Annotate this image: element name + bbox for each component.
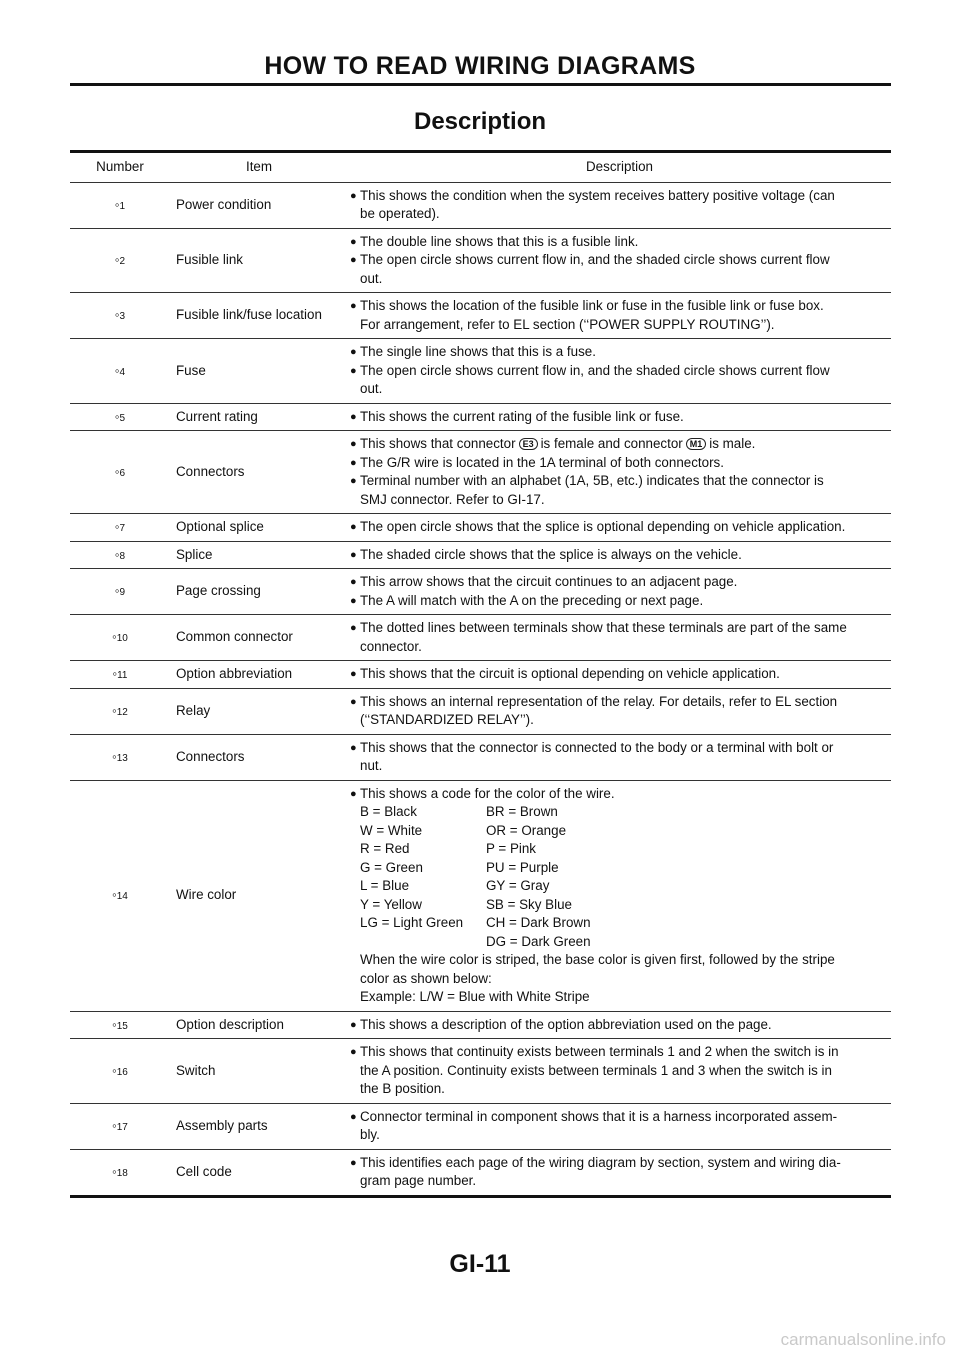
color-code: L = Blue xyxy=(360,878,410,893)
connector-description xyxy=(360,435,755,454)
row-item-cell: Connectors xyxy=(176,748,245,764)
row-description-cell xyxy=(348,1150,891,1195)
bullet-line xyxy=(350,665,883,684)
row-description-cell xyxy=(348,293,891,338)
description-text: the A position. Continuity exists between terminals 1 and 3 when the switch is in xyxy=(360,1062,832,1078)
bullet-line xyxy=(350,408,883,427)
row-item-cell: Wire color xyxy=(176,887,237,903)
color-code: G = Green xyxy=(360,859,423,875)
row-number-cell xyxy=(70,404,170,431)
row-description-cell xyxy=(348,781,891,1011)
reference-number-glyph: ◦ xyxy=(114,252,120,267)
reference-number-glyph: ◦ xyxy=(112,887,117,903)
reference-number-icon xyxy=(115,196,125,215)
description-text: SMJ connector. Refer to GI-17. xyxy=(360,491,545,507)
row-description-cell xyxy=(348,229,891,293)
description-text: For arrangement, refer to EL section (‘‘POWER SUPPLY ROUTING’’). xyxy=(360,316,775,332)
description-text: This shows the current rating of the fusible link or fuse. xyxy=(360,408,684,424)
description-text: is male. xyxy=(709,436,756,451)
color-code xyxy=(360,933,486,952)
description-text: This shows that the circuit is optional depending on vehicle application. xyxy=(360,666,780,681)
bullet-line xyxy=(350,454,883,473)
row-item-cell: Connectors xyxy=(176,463,245,479)
table-row xyxy=(70,615,891,661)
reference-number-icon xyxy=(112,748,128,767)
reference-number-icon xyxy=(115,582,125,601)
reference-number-icon xyxy=(112,628,128,647)
reference-number-icon xyxy=(112,702,128,721)
table-body xyxy=(70,183,891,1195)
reference-number-icon xyxy=(112,1016,128,1035)
description-text: The A will match with the A on the preceding or next page. xyxy=(360,592,704,608)
row-item-cell: Fuse xyxy=(176,362,206,378)
table-row xyxy=(70,1150,891,1195)
reference-number-icon xyxy=(115,408,125,427)
description-text: out. xyxy=(360,270,383,286)
description-text: connector. xyxy=(360,638,422,654)
connector-e3-icon: E3 xyxy=(519,438,538,450)
description-text: This shows the condition when the system receives battery positive voltage (can xyxy=(360,187,835,203)
row-number-cell xyxy=(70,1150,170,1195)
row-number-cell xyxy=(70,661,170,688)
table-row xyxy=(70,229,891,294)
reference-number-glyph: ◦ xyxy=(114,546,120,562)
bullet-line xyxy=(350,785,883,804)
description-text: Example: L/W = Blue with White Stripe xyxy=(360,989,590,1004)
bullet-icon: ● xyxy=(350,576,357,588)
bullet-line xyxy=(350,343,883,362)
reference-number-glyph: ◦ xyxy=(112,629,117,645)
row-item-cell: Cell code xyxy=(176,1163,232,1179)
bullet-line xyxy=(350,693,883,712)
reference-number: 13 xyxy=(116,752,128,764)
row-description-cell xyxy=(348,569,891,614)
row-number-cell xyxy=(70,229,170,293)
row-description-cell xyxy=(348,615,891,660)
bullet-line xyxy=(350,1043,883,1062)
color-code: P = Pink xyxy=(486,841,536,856)
watermark: carmanualsonline.info xyxy=(780,1330,946,1349)
description-text: nut. xyxy=(360,758,383,773)
column-header-number: Number xyxy=(96,159,144,174)
reference-number-glyph: ◦ xyxy=(112,1117,117,1133)
description-text: This identifies each page of the wiring diagram by section, system and wiring dia- xyxy=(360,1154,841,1170)
table-row xyxy=(70,1104,891,1150)
bullet-line xyxy=(350,1016,883,1035)
description-text: the B position. xyxy=(360,1081,445,1096)
bullet-icon: ● xyxy=(350,741,357,754)
bullet-line xyxy=(350,592,883,611)
row-description-cell xyxy=(348,661,891,688)
bullet-line xyxy=(350,251,883,270)
reference-number-glyph: ◦ xyxy=(114,408,120,424)
description-text: This shows that continuity exists between terminals 1 and 2 when the switch is in xyxy=(360,1044,839,1059)
row-item-cell: Option description xyxy=(176,1016,284,1032)
table-row xyxy=(70,781,891,1012)
column-header-description: Description xyxy=(586,159,653,174)
reference-number: 12 xyxy=(116,706,128,718)
table-row xyxy=(70,514,891,542)
reference-number: 11 xyxy=(117,670,128,681)
description-text: This shows an internal representation of the relay. For details, refer to EL section xyxy=(360,693,838,709)
description-text: This shows that connector xyxy=(360,436,516,451)
bullet-icon: ● xyxy=(350,189,357,202)
row-number-cell xyxy=(70,1039,170,1103)
row-number-cell xyxy=(70,183,170,228)
description-text: This shows a description of the option abbreviation used on the page. xyxy=(360,1016,772,1032)
description-text: The shaded circle shows that the splice is always on the vehicle. xyxy=(360,546,742,562)
reference-number: 4 xyxy=(119,366,126,378)
table-row xyxy=(70,661,891,689)
table-row xyxy=(70,339,891,404)
color-code: B = Black xyxy=(360,804,417,819)
reference-number-glyph: ◦ xyxy=(112,1163,117,1179)
table-header-row xyxy=(70,153,891,183)
row-description-cell xyxy=(348,1039,891,1103)
bullet-icon: ● xyxy=(350,1110,357,1123)
description-text: This shows a code for the color of the wire. xyxy=(360,785,615,801)
bullet-icon: ● xyxy=(350,235,357,248)
reference-number: 10 xyxy=(116,633,128,645)
row-description-cell xyxy=(348,1012,891,1039)
bullet-line xyxy=(350,518,883,537)
reference-number-glyph: ◦ xyxy=(112,1016,117,1032)
reference-number: 7 xyxy=(119,523,126,534)
row-item-cell: Assembly parts xyxy=(176,1117,268,1133)
description-text: (‘‘STANDARDIZED RELAY’’). xyxy=(360,712,534,727)
color-code: SB = Sky Blue xyxy=(486,896,572,912)
bullet-line xyxy=(350,187,883,206)
row-number-cell xyxy=(70,569,170,614)
reference-number: 6 xyxy=(119,467,126,479)
description-text: The open circle shows current flow in, and the shaded circle shows current flow xyxy=(360,252,830,267)
bullet-icon: ● xyxy=(350,548,357,561)
color-code: R = Red xyxy=(360,841,410,856)
reference-number-glyph: ◦ xyxy=(112,666,118,681)
description-table xyxy=(70,150,891,1198)
row-number-cell xyxy=(70,735,170,780)
section-title: Description xyxy=(413,108,547,135)
reference-number-icon xyxy=(115,546,125,565)
bullet-icon: ● xyxy=(350,475,357,487)
row-number-cell xyxy=(70,514,170,541)
bullet-line xyxy=(350,233,883,252)
description-text: The dotted lines between terminals show that these terminals are part of the same xyxy=(360,620,847,635)
bullet-icon: ● xyxy=(350,300,357,312)
description-text: The open circle shows that the splice is optional depending on vehicle application. xyxy=(360,519,846,534)
reference-number-glyph: ◦ xyxy=(114,519,120,534)
row-item-cell: Power condition xyxy=(176,196,272,212)
reference-number-glyph: ◦ xyxy=(112,702,117,718)
table-row xyxy=(70,735,891,781)
bullet-icon: ● xyxy=(350,1046,357,1058)
bullet-line xyxy=(350,435,883,454)
row-description-cell xyxy=(348,183,891,228)
description-text: be operated). xyxy=(360,206,440,221)
row-description-cell xyxy=(348,339,891,403)
header-rule xyxy=(70,83,891,86)
column-header-item: Item xyxy=(245,159,273,174)
row-number-cell xyxy=(70,542,170,569)
reference-number-glyph: ◦ xyxy=(114,362,120,378)
bullet-line xyxy=(350,619,883,638)
reference-number-icon xyxy=(112,886,128,905)
reference-number: 9 xyxy=(119,587,126,599)
description-text: This shows the location of the fusible link or fuse in the fusible link or fuse box. xyxy=(360,298,824,313)
color-code: BR = Brown xyxy=(486,804,558,819)
description-text: is female and connector xyxy=(540,436,683,451)
row-item-cell: Fusible link/fuse location xyxy=(176,307,322,323)
row-item-cell: Current rating xyxy=(176,408,258,424)
description-text: gram page number. xyxy=(360,1173,477,1188)
row-item-cell: Option abbreviation xyxy=(176,666,293,681)
row-description-cell xyxy=(348,1104,891,1149)
row-item-cell: Fusible link xyxy=(176,252,243,267)
bullet-line xyxy=(350,739,883,758)
row-item-cell: Splice xyxy=(176,546,213,562)
reference-number-glyph: ◦ xyxy=(114,583,120,599)
description-text: The open circle shows current flow in, and the shaded circle shows current flow xyxy=(360,362,830,378)
row-number-cell xyxy=(70,781,170,1011)
row-number-cell xyxy=(70,431,170,513)
reference-number-icon xyxy=(113,665,128,684)
bullet-icon: ● xyxy=(350,1156,357,1169)
bullet-line xyxy=(350,1108,883,1127)
bullet-line xyxy=(350,573,883,592)
bullet-icon: ● xyxy=(350,1018,357,1031)
reference-number: 14 xyxy=(116,891,128,903)
color-code: LG = Light Green xyxy=(360,915,464,930)
description-text: The G/R wire is located in the 1A terminal of both connectors. xyxy=(360,454,724,470)
bullet-icon: ● xyxy=(350,364,357,377)
row-description-cell xyxy=(348,542,891,569)
bullet-icon: ● xyxy=(350,346,357,358)
table-row xyxy=(70,183,891,229)
description-text: When the wire color is striped, the base color is given first, followed by the stripe xyxy=(360,952,835,967)
table-row xyxy=(70,404,891,432)
row-number-cell xyxy=(70,689,170,734)
reference-number: 1 xyxy=(119,200,126,212)
row-item-cell: Switch xyxy=(176,1062,216,1078)
color-code: PU = Purple xyxy=(486,859,559,875)
description-text: This shows that the connector is connected to the body or a terminal with bolt or xyxy=(360,739,834,755)
color-code: OR = Orange xyxy=(486,822,567,838)
reference-number: 2 xyxy=(119,256,126,267)
bullet-icon: ● xyxy=(350,695,357,708)
row-description-cell xyxy=(348,514,891,541)
reference-number-glyph: ◦ xyxy=(112,748,117,764)
table-row xyxy=(70,293,891,339)
row-description-cell xyxy=(348,689,891,734)
row-description-cell xyxy=(348,735,891,780)
reference-number-glyph: ◦ xyxy=(114,463,120,479)
row-number-cell xyxy=(70,1104,170,1149)
reference-number: 17 xyxy=(116,1121,128,1133)
bullet-line xyxy=(350,297,883,316)
table-row xyxy=(70,1039,891,1104)
table-row xyxy=(70,689,891,735)
bullet-icon: ● xyxy=(350,594,357,607)
table-row xyxy=(70,542,891,570)
description-text: The single line shows that this is a fuse. xyxy=(360,344,596,359)
color-code: GY = Gray xyxy=(486,878,550,893)
bullet-icon: ● xyxy=(350,410,357,423)
reference-number-icon xyxy=(115,518,125,537)
row-number-cell xyxy=(70,339,170,403)
bullet-icon: ● xyxy=(350,254,357,266)
wire-color-codes xyxy=(350,803,883,951)
bullet-icon: ● xyxy=(350,521,357,533)
row-number-cell xyxy=(70,615,170,660)
reference-number-glyph: ◦ xyxy=(114,196,120,212)
page-number: GI-11 xyxy=(449,1250,511,1278)
color-code: CH = Dark Brown xyxy=(486,915,591,930)
reference-number-icon xyxy=(115,362,125,381)
bullet-icon: ● xyxy=(350,456,357,469)
reference-number: 16 xyxy=(116,1066,128,1078)
description-text: Terminal number with an alphabet (1A, 5B, etc.) indicates that the connector is xyxy=(360,473,824,488)
description-text: This arrow shows that the circuit continues to an adjacent page. xyxy=(360,574,738,589)
description-text: out. xyxy=(360,381,383,396)
table-row xyxy=(70,431,891,514)
description-text: bly. xyxy=(360,1127,380,1142)
color-code: W = White xyxy=(360,822,423,838)
bullet-icon: ● xyxy=(350,438,357,450)
bullet-icon: ● xyxy=(350,668,357,680)
description-text: Connector terminal in component shows that it is a harness incorporated assem- xyxy=(360,1108,838,1124)
bullet-icon: ● xyxy=(350,787,357,800)
reference-number: 5 xyxy=(119,412,126,424)
bullet-line xyxy=(350,1154,883,1173)
bullet-line xyxy=(350,546,883,565)
bullet-line xyxy=(350,362,883,381)
reference-number: 8 xyxy=(119,550,126,562)
table-row xyxy=(70,569,891,615)
color-code: Y = Yellow xyxy=(360,896,422,912)
row-item-cell: Relay xyxy=(176,702,211,718)
bullet-line xyxy=(350,472,883,491)
row-description-cell xyxy=(348,404,891,431)
reference-number-icon xyxy=(115,463,125,482)
bullet-icon: ● xyxy=(350,622,357,634)
row-number-cell xyxy=(70,293,170,338)
reference-number-icon xyxy=(112,1117,128,1136)
reference-number-icon xyxy=(112,1062,128,1081)
reference-number-icon xyxy=(112,1163,128,1182)
reference-number: 3 xyxy=(119,311,126,323)
row-number-cell xyxy=(70,1012,170,1039)
table-row xyxy=(70,1012,891,1040)
reference-number: 15 xyxy=(116,1020,128,1032)
row-item-cell: Page crossing xyxy=(176,583,261,599)
reference-number: 18 xyxy=(116,1167,128,1179)
reference-number-glyph: ◦ xyxy=(114,307,120,323)
reference-number-icon xyxy=(115,251,125,270)
reference-number-glyph: ◦ xyxy=(112,1062,117,1078)
color-code: DG = Dark Green xyxy=(486,933,591,949)
page-header-title: HOW TO READ WIRING DIAGRAMS xyxy=(264,52,696,80)
description-text: color as shown below: xyxy=(360,970,492,986)
row-item-cell: Optional splice xyxy=(176,519,264,534)
row-item-cell: Common connector xyxy=(176,629,293,645)
description-text: The double line shows that this is a fusible link. xyxy=(360,233,639,249)
row-description-cell xyxy=(348,431,891,513)
connector-m1-icon: M1 xyxy=(686,438,707,450)
reference-number-icon xyxy=(115,306,125,325)
